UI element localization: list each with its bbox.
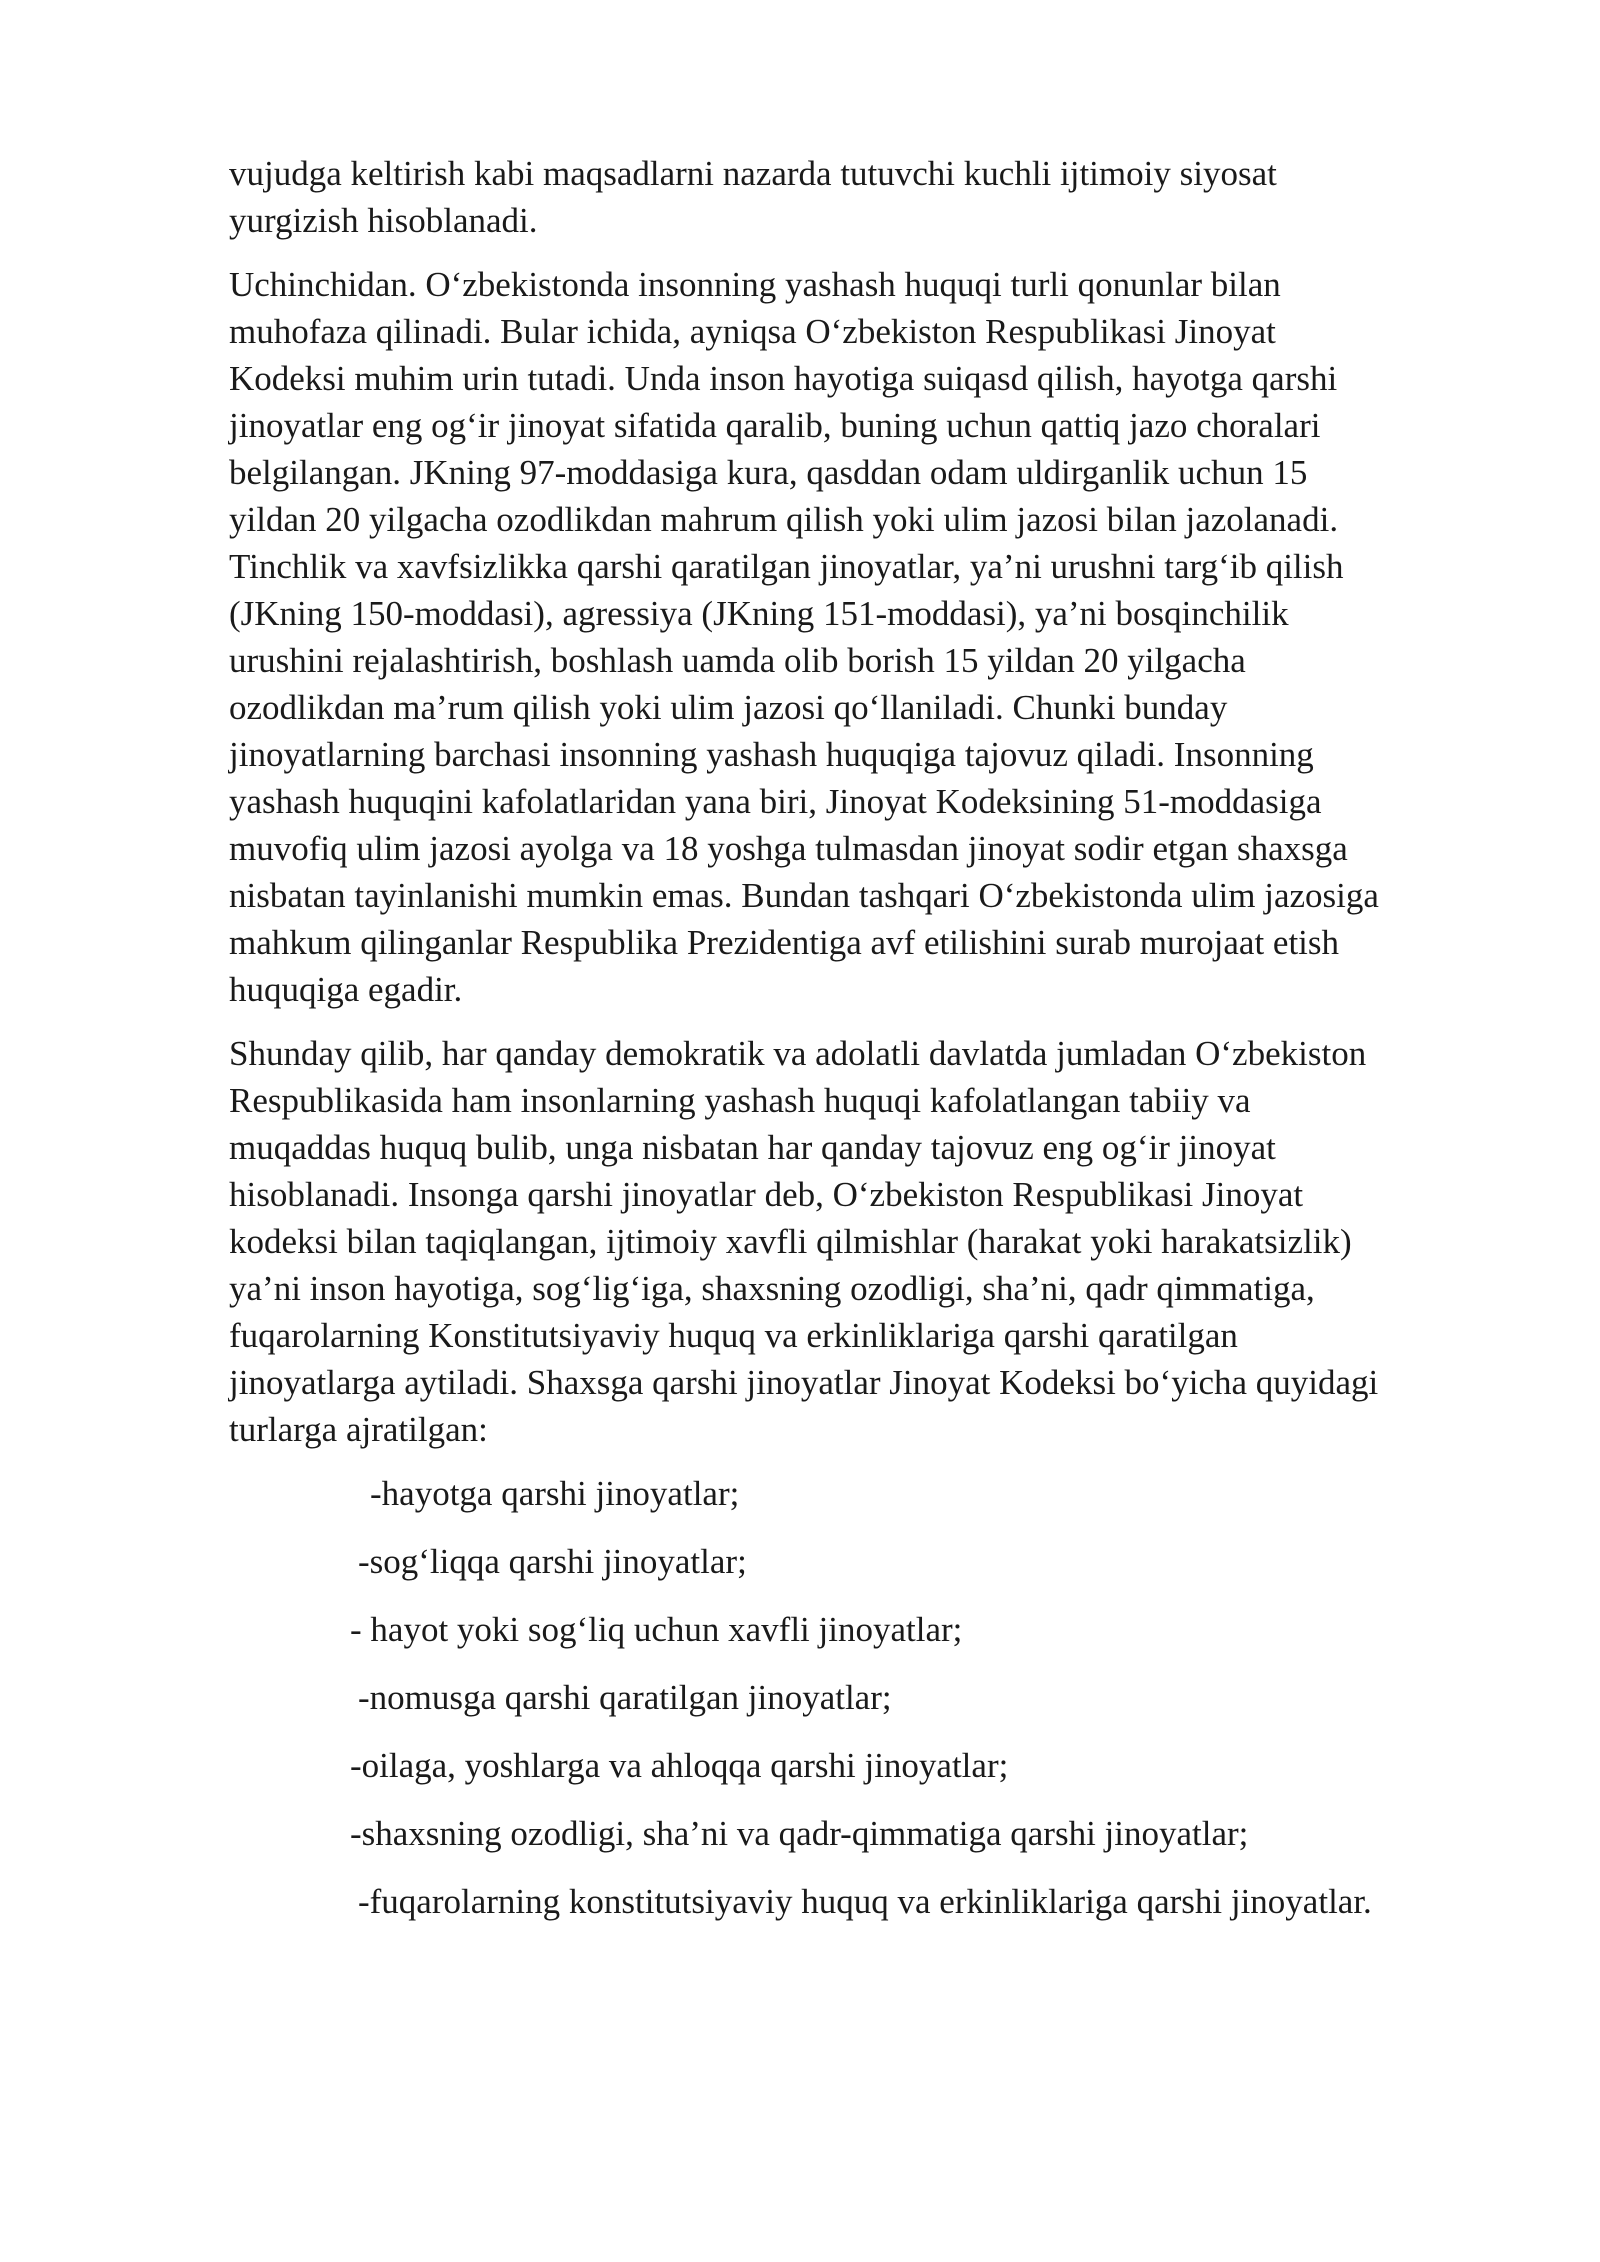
list-item: -sog‘liqqa qarshi jinoyatlar; xyxy=(358,1542,747,1581)
document-page xyxy=(229,150,1489,1946)
paragraph-conclusion: Shunday qilib, har qanday demokratik va adolatli davlatda jumladan O‘zbekiston Respublikasida ham insonlarning yashash huquqi kafolatlangan tabiiy va muqaddas huquq bulib, unga nisbatan har qanday tajovuz eng og‘ir jinoyat hisoblanadi. Insonga qarshi jinoyatlar deb, O‘zbekiston Respublikasi Jinoyat kodeksi bilan taqiqlangan, ijtimoiy xavfli qilmishlar (harakat yoki harakatsizlik) ya’ni inson hayotiga, sog‘lig‘iga, shaxsning ozodligi, sha’ni, qadr qimmatiga, fuqarolarning Konstitutsiyaviy huquq va erkinliklariga qarshi qaratilgan jinoyatlarga aytiladi. Shaxsga qarshi jinoyatlar Jinoyat Kodeksi bo‘yicha quyidagi turlarga ajratilgan: xyxy=(229,1034,1379,1449)
list-item: -nomusga qarshi qaratilgan jinoyatlar; xyxy=(358,1678,892,1717)
crime-types-list xyxy=(229,1470,1489,1946)
paragraph-third-point: Uchinchidan. O‘zbekistonda insonning yashash huquqi turli qonunlar bilan muhofaza qilinadi. Bular ichida, ayniqsa O‘zbekiston Respublikasi Jinoyat Kodeksi muhim urin tutadi. Unda inson hayotiga suiqasd qilish, hayotga qarshi jinoyatlar eng og‘ir jinoyat sifatida qaralib, buning uchun qattiq jazo choralari belgilangan. JKning 97-moddasiga kura, qasddan odam uldirganlik uchun 15 yildan 20 yilgacha ozodlikdan mahrum qilish yoki ulim jazosi bilan jazolanadi. Tinchlik va xavfsizlikka qarshi qaratilgan jinoyatlar, ya’ni urushni targ‘ib qilish (JKning 150-moddasi), agressiya (JKning 151-moddasi), ya’ni bosqinchilik urushini rejalashtirish, boshlash uamda olib borish 15 yildan 20 yilgacha ozodlikdan ma’rum qilish yoki ulim jazosi qo‘llaniladi. Chunki bunday jinoyatlarning barchasi insonning yashash huquqiga tajovuz qiladi. Insonning yashash huquqini kafolatlaridan yana biri, Jinoyat Kodeksining 51-moddasiga muvofiq ulim jazosi ayolga va 18 yoshga tulmasdan jinoyat sodir etgan shaxsga nisbatan tayinlanishi mumkin emas. Bundan tashqari O‘zbekistonda ulim jazosiga mahkum qilinganlar Respublika Prezidentiga avf etilishini surab murojaat etish huquqiga egadir. xyxy=(229,265,1379,1009)
list-item: -fuqarolarning konstitutsiyaviy huquq va erkinliklariga qarshi jinoyatlar. xyxy=(358,1882,1372,1921)
list-item: -oilaga, yoshlarga va ahloqqa qarshi jinoyatlar; xyxy=(350,1746,1009,1785)
list-item: -shaxsning ozodligi, sha’ni va qadr-qimmatiga qarshi jinoyatlar; xyxy=(350,1814,1249,1853)
list-item: -hayotga qarshi jinoyatlar; xyxy=(370,1474,740,1513)
paragraph-intro-continuation: vujudga keltirish kabi maqsadlarni nazarda tutuvchi kuchli ijtimoiy siyosat yurgizish hisoblanadi. xyxy=(229,154,1277,240)
list-item: - hayot yoki sog‘liq uchun xavfli jinoyatlar; xyxy=(350,1610,963,1649)
